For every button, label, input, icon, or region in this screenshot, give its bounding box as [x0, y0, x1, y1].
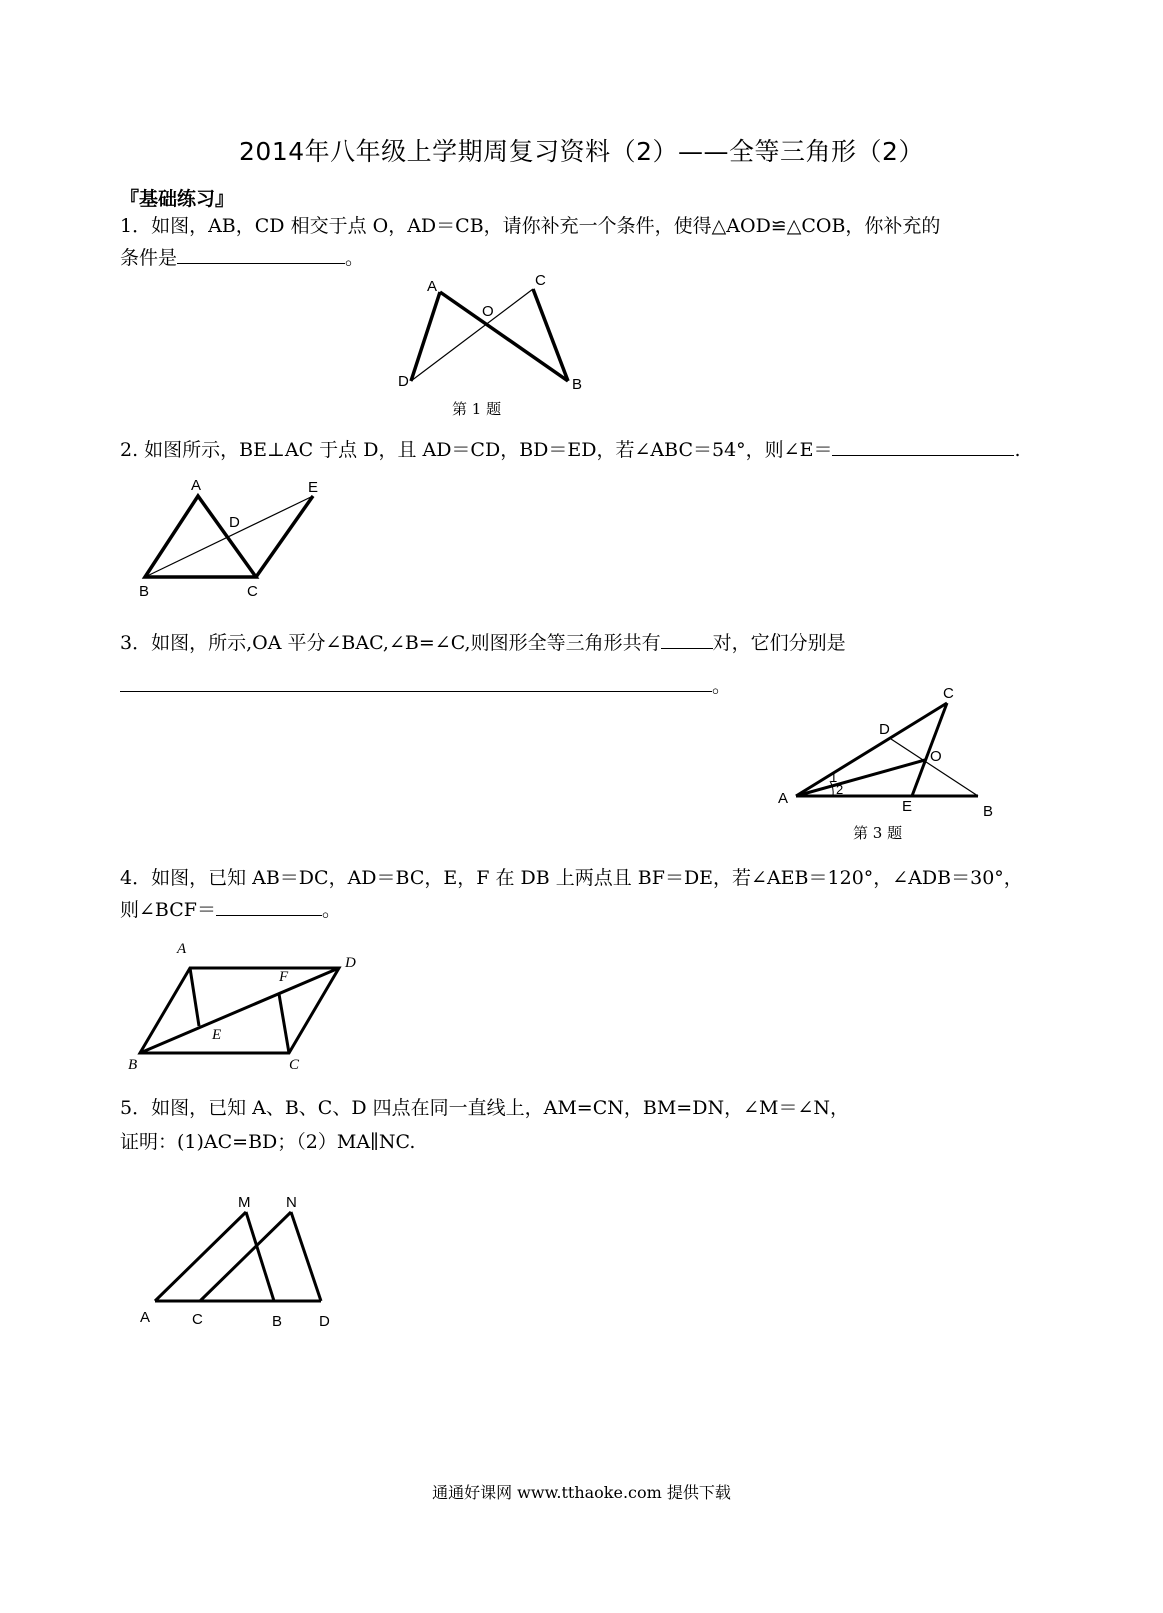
question-5-line-2: 证明：(1)AC=BD；（2）MA∥NC.: [120, 1131, 416, 1153]
fig3-label-a: A: [778, 790, 789, 807]
fig4-label-f: F: [279, 969, 289, 985]
question-4-line-1: 4．如图，已知 AB＝DC，AD＝BC，E，F 在 DB 上两点且 BF＝DE，若∠AEB＝120°，∠ADB＝30°，: [120, 867, 1023, 889]
question-3-line-2-suffix: 。: [712, 675, 732, 697]
fig1-label-c: C: [535, 272, 546, 289]
fig5-label-b: B: [272, 1313, 283, 1330]
fig3-label-angle-1: 1: [830, 770, 838, 785]
fig4-label-e: E: [212, 1027, 222, 1043]
fig2-label-e: E: [308, 479, 319, 496]
page-title: 2014年八年级上学期周复习资料（2）——全等三角形（2）: [239, 137, 924, 166]
question-3-prefix: 3．如图，所示,OA 平分∠BAC,∠B=∠C,则图形全等三角形共有: [120, 632, 661, 654]
fig1-label-a: A: [427, 278, 438, 295]
fig5-segment-am: [155, 1212, 246, 1301]
question-4-prefix: 则∠BCF＝: [120, 899, 216, 921]
section-heading: 『基础练习』: [120, 188, 235, 210]
fig5-segment-mb: [246, 1212, 274, 1301]
fig3-label-e: E: [902, 798, 913, 815]
question-2-suffix: .: [1014, 439, 1021, 461]
fig5-label-d: D: [319, 1313, 330, 1330]
fig1-label-o: O: [482, 303, 494, 320]
fig4-label-a: A: [177, 941, 187, 957]
question-1-suffix: 。: [345, 247, 365, 269]
question-3-suffix: 对，它们分别是: [712, 632, 846, 654]
question-5-line-1: 5．如图，已知 A、B、C、D 四点在同一直线上，AM=CN，BM=DN，∠M＝∠N，: [120, 1097, 849, 1119]
figure-3-caption: 第 3 题: [853, 824, 903, 842]
fig5-segment-cn: [200, 1212, 291, 1301]
fig3-label-c: C: [943, 685, 954, 702]
fig5-label-c: C: [192, 1311, 203, 1328]
question-1-line-1: 1．如图，AB，CD 相交于点 O，AD＝CB，请你补充一个条件，使得△AOD≌△COB，你补充的: [120, 215, 941, 237]
fig4-label-d: D: [345, 955, 356, 971]
fig4-label-b: B: [128, 1057, 138, 1073]
fig1-label-d: D: [398, 373, 409, 390]
page-footer: 通通好课网 www.tthaoke.com 提供下载: [432, 1483, 731, 1502]
fig5-segment-nd: [291, 1212, 321, 1301]
fig2-label-d: D: [229, 514, 240, 531]
fig3-label-d: D: [879, 721, 890, 738]
fig1-label-b: B: [572, 376, 583, 393]
fig4-label-c: C: [289, 1057, 300, 1073]
fig2-label-a: A: [191, 477, 202, 494]
fig3-label-angle-2: 2: [836, 782, 844, 797]
fig5-label-m: M: [238, 1194, 251, 1211]
fig3-label-b: B: [983, 803, 994, 820]
question-1-prefix: 条件是: [120, 247, 178, 269]
fig2-label-b: B: [139, 583, 150, 600]
fig5-label-n: N: [286, 1194, 297, 1211]
fig3-label-o: O: [930, 748, 942, 765]
fig2-label-c: C: [247, 583, 258, 600]
figure-1-caption: 第 1 题: [452, 400, 502, 418]
question-2-prefix: 2. 如图所示，BE⊥AC 于点 D，且 AD＝CD，BD＝ED，若∠ABC＝54°，则∠E＝: [120, 439, 833, 461]
question-4-suffix: 。: [321, 899, 341, 921]
fig5-label-a: A: [140, 1309, 151, 1326]
